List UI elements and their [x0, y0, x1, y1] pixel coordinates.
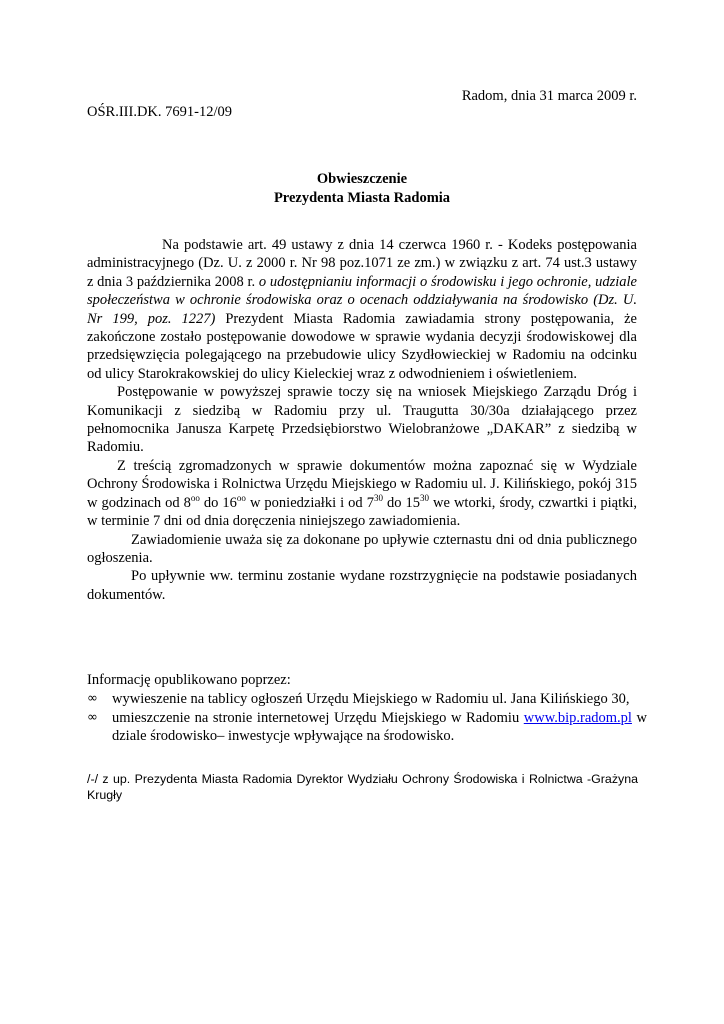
paragraph-documents-access	[87, 457, 637, 531]
hour-superscript: oo	[236, 492, 246, 503]
document-title	[87, 170, 637, 208]
paragraph-text: do 15	[382, 494, 420, 511]
paragraph-text: we wtorki, środy, czwartki i piątki, w terminie 7 dni od dnia doręczenia niniejszego zawiadomienia.	[87, 494, 638, 530]
hour-superscript: 30	[373, 492, 383, 503]
list-item-text-part: umieszczenie na stronie internetowej Urzędu Miejskiego w Radomiu	[112, 709, 524, 726]
reference-number: OŚR.III.DK. 7691-12/09	[87, 104, 232, 120]
hour-superscript: oo	[190, 492, 200, 503]
signature-line: /-/ z up. Prezydenta Miasta Radomia Dyrektor Wydziału Ochrony Środowiska i Rolnictwa -Grażyna Krugły	[87, 772, 638, 802]
paragraph-legal-basis	[87, 236, 637, 383]
list-item	[87, 690, 647, 708]
title-line-1: Obwieszczenie	[316, 171, 408, 187]
paragraph-text: Prezydent Miasta Radomia zawiadamia strony postępowania, że zakończone zostało postępowanie dowodowe w sprawie wydania decyzji środowiskowej dla przedsięwzięcia polegającego na przebudowie ulicy Szydłowieckiej w Radomiu na odcinku od ulicy Starokrakowskiej do ulicy Kieleckiej wraz z odwodnieniem i oświetleniem.	[87, 310, 637, 382]
document-body	[87, 236, 637, 604]
paragraph-text: w poniedziałki i od 7	[245, 494, 374, 511]
publication-info	[87, 671, 647, 746]
list-item-text: wywieszenie na tablicy ogłoszeń Urzędu Miejskiego w Radomiu ul. Jana Kilińskiego 30,	[112, 691, 630, 708]
infinity-bullet-icon: ∞	[87, 691, 98, 707]
list-item-text	[112, 709, 647, 746]
bip-website-link[interactable]: www.bip.radom.pl	[523, 709, 632, 726]
paragraph-text: Na podstawie art. 49 ustawy z dnia 14 czerwca 1960 r. - Kodeks postępowania administracyjnego (Dz. U. z 2000 r. Nr 98 poz.1071 ze zm.) w związku z art. 74 ust.3 ustawy z dnia 3 października 2008 r.	[87, 237, 637, 290]
act-title-italic: o udostępnianiu informacji o środowisku i jego ochronie, udziale społeczeństwa w ochronie środowiska oraz o ocenach oddziaływania na środowisko (Dz. U. Nr 199, poz. 1227)	[87, 273, 637, 327]
publication-heading: Informację opublikowano poprzez:	[87, 672, 291, 688]
paragraph-notice-effective: Zawiadomienie uważa się za dokonane po upływie czternastu dni od dnia publicznego ogłoszenia.	[87, 531, 637, 566]
paragraph-text: Z treścią zgromadzonych w sprawie dokumentów można zapoznać się w Wydziale Ochrony Środowiska i Rolnictwa Urzędu Miejskiego w Radomiu ul. J. Kilińskiego, pokój 315 w godzinach od 8	[87, 457, 637, 511]
paragraph-text: do 16	[199, 494, 237, 511]
paragraph-decision: Po upływnie ww. terminu zostanie wydane rozstrzygnięcie na podstawie posiadanych dokumentów.	[87, 568, 637, 603]
paragraph-proceedings: Postępowanie w powyższej sprawie toczy się na wniosek Miejskiego Zarządu Dróg i Komunikacji z siedzibą w Radomiu przy ul. Traugutta 30/30a działającego przez pełnomocnika Janusza Karpetę Przedsiębiorstwo Wielobranżowe „DAKAR” z siedzibą w Radomiu.	[87, 384, 637, 456]
list-item-text-part: w dziale środowisko– inwestycje wpływające na środowisko.	[112, 709, 648, 745]
infinity-bullet-icon: ∞	[87, 709, 98, 725]
title-line-2: Prezydenta Miasta Radomia	[273, 190, 451, 206]
document-date: Radom, dnia 31 marca 2009 r.	[461, 88, 637, 104]
list-item	[87, 709, 647, 746]
hour-superscript: 30	[420, 492, 429, 503]
